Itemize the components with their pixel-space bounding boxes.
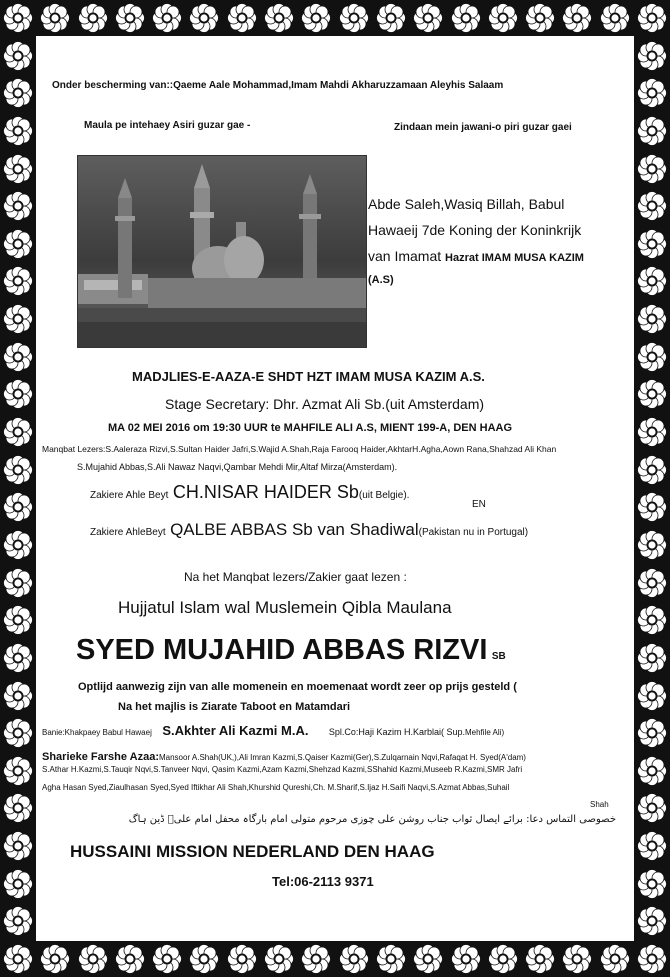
verse-left: Maula pe intehaey Asiri guzar gae - bbox=[84, 120, 251, 131]
footer-org: HUSSAINI MISSION NEDERLAND DEN HAAG bbox=[70, 842, 435, 861]
flower-icon bbox=[76, 942, 110, 976]
flower-icon bbox=[1, 152, 35, 186]
flower-icon bbox=[1, 603, 35, 637]
flower-icon bbox=[635, 1, 669, 35]
flower-icon bbox=[560, 942, 594, 976]
flower-icon bbox=[1, 264, 35, 298]
flower-icon bbox=[113, 1, 147, 35]
flower-icon bbox=[225, 1, 259, 35]
zakir-1-prefix: Zakiere Ahle Beyt bbox=[90, 490, 169, 501]
flower-icon bbox=[262, 942, 296, 976]
flower-icon bbox=[635, 867, 669, 901]
flower-icon bbox=[635, 566, 669, 600]
flower-icon bbox=[1, 76, 35, 110]
flower-icon bbox=[411, 942, 445, 976]
flower-icon bbox=[635, 114, 669, 148]
flower-icon bbox=[1, 415, 35, 449]
flower-icon bbox=[635, 754, 669, 788]
flower-icon bbox=[635, 302, 669, 336]
main-speaker bbox=[76, 634, 506, 667]
flower-icon bbox=[1, 942, 35, 976]
flower-icon bbox=[299, 1, 333, 35]
flower-icon bbox=[1, 189, 35, 223]
flower-icon bbox=[374, 1, 408, 35]
flower-icon bbox=[1, 716, 35, 750]
flower-icon bbox=[1, 340, 35, 374]
zakir-1-en: EN bbox=[472, 499, 486, 510]
flower-icon bbox=[1, 867, 35, 901]
banie-line bbox=[42, 722, 504, 740]
flower-icon bbox=[1, 377, 35, 411]
flower-icon bbox=[486, 1, 520, 35]
intro-line-3-a: van Imamat bbox=[368, 248, 442, 264]
flower-icon bbox=[635, 679, 669, 713]
flower-icon bbox=[374, 942, 408, 976]
zakir-2-name: QALBE ABBAS Sb van Shadiwal bbox=[170, 520, 419, 539]
flower-icon bbox=[150, 1, 184, 35]
shrine-photo bbox=[77, 155, 367, 348]
flower-icon bbox=[635, 490, 669, 524]
main-after: Na het Manqbat lezers/Zakier gaat lezen : bbox=[184, 570, 407, 584]
flower-icon bbox=[635, 603, 669, 637]
intro-line-1: Abde Saleh,Wasiq Billah, Babul bbox=[368, 196, 565, 212]
flower-icon bbox=[635, 528, 669, 562]
flower-icon bbox=[635, 152, 669, 186]
banie-spl-small: Mehfile Ali) bbox=[464, 728, 505, 737]
flower-icon bbox=[1, 566, 35, 600]
flower-icon bbox=[635, 264, 669, 298]
flower-icon bbox=[299, 942, 333, 976]
main-speaker-suffix: SB bbox=[491, 651, 506, 662]
flower-icon bbox=[337, 942, 371, 976]
farshe-line-3: Agha Hasan Syed,Ziaulhasan Syed,Syed Iftikhar Ali Shah,Khurshid Qureshi,Ch. M.Sharif,S.Ijaz H.Saifi Naqvi,S.Azmat Abbas,Suhail bbox=[42, 783, 510, 792]
flower-icon bbox=[598, 1, 632, 35]
banie-prefix: Banie:Khakpaey Babul Hawaej bbox=[42, 728, 152, 737]
flower-icon bbox=[1, 490, 35, 524]
flower-icon bbox=[635, 942, 669, 976]
flower-icon bbox=[635, 829, 669, 863]
footer-tel: Tel:06-2113 9371 bbox=[272, 874, 374, 889]
flower-icon bbox=[598, 942, 632, 976]
protection-line: Onder bescherming van::Qaeme Aale Mohammad,Imam Mahdi Akharuzzamaan Aleyhis Salaam bbox=[52, 80, 504, 91]
main-speaker-name: SYED MUJAHID ABBAS RIZVI bbox=[76, 634, 488, 666]
intro-line-2: Hawaeij 7de Koning der Koninkrijk bbox=[368, 222, 582, 238]
intro-line-3-b: Hazrat IMAM MUSA KAZIM bbox=[445, 252, 584, 264]
zakir-1-name: CH.NISAR HAIDER Sb bbox=[172, 482, 359, 502]
zakir-1 bbox=[90, 482, 409, 503]
farshe-line-4: Shah bbox=[590, 800, 609, 809]
flower-icon bbox=[150, 942, 184, 976]
flower-icon bbox=[635, 39, 669, 73]
flower-icon bbox=[1, 829, 35, 863]
flower-icon bbox=[635, 641, 669, 675]
flower-icon bbox=[635, 453, 669, 487]
banie-name: S.Akhter Ali Kazmi M.A. bbox=[162, 723, 309, 738]
verse-right: Zindaan mein jawani-o piri guzar gaei bbox=[394, 122, 572, 133]
urdu-dedication: خصوصی التماس دعا: برائے ایصال ثواب جناب روشن علی چوزی مرحوم متولی امام بارگاہ محفل امام علیؑ ڈین ہاگ bbox=[128, 814, 616, 825]
flower-icon bbox=[1, 39, 35, 73]
manqbat-line-1: Manqbat Lezers:S.Aaleraza Rizvi,S.Sultan Haider Jafri,S.Wajid A.Shah,Raja Farooq Haider,AkhtarH.Agha,Aown Rana,Shahzad Ali Khan bbox=[42, 444, 557, 454]
main-honorific: Hujjatul Islam wal Muslemein Qibla Maulana bbox=[118, 598, 452, 617]
farshe-label: Sharieke Farshe Azaa: bbox=[42, 751, 159, 763]
intro-line-4: (A.S) bbox=[368, 274, 394, 286]
zakir-2-suffix: (Pakistan nu in Portugal) bbox=[418, 527, 529, 538]
farshe-names-1: Mansoor A.Shah(UK,),Ali Imran Kazmi,S.Qaiser Kazmi(Ger),S.Zulqarnain Nqvi,Rafaqat H. Syed(A'dam) bbox=[158, 753, 526, 762]
flower-icon bbox=[635, 227, 669, 261]
flower-icon bbox=[187, 1, 221, 35]
flower-icon bbox=[1, 114, 35, 148]
flower-icon bbox=[635, 791, 669, 825]
shrine-illustration bbox=[78, 156, 366, 347]
flower-icon bbox=[262, 1, 296, 35]
flower-icon bbox=[449, 1, 483, 35]
flower-icon bbox=[635, 415, 669, 449]
flower-icon bbox=[635, 189, 669, 223]
flower-icon bbox=[76, 1, 110, 35]
notice-1: Optlijd aanwezig zijn van alle momenein en moemenaat wordt zeer op prijs gesteld ( bbox=[78, 681, 517, 693]
flower-icon bbox=[38, 942, 72, 976]
flower-icon bbox=[1, 1, 35, 35]
manqbat-line-2: S.Mujahid Abbas,S.Ali Nawaz Naqvi,Qambar Mehdi Mir,Altaf Mirza(Amsterdam). bbox=[77, 462, 398, 472]
flower-icon bbox=[1, 904, 35, 938]
stage-secretary: Stage Secretary: Dhr. Azmat Ali Sb.(uit Amsterdam) bbox=[165, 396, 485, 412]
flower-icon bbox=[635, 904, 669, 938]
intro-line-3 bbox=[368, 248, 584, 264]
flower-icon bbox=[635, 377, 669, 411]
notice-2: Na het majlis is Ziarate Taboot en Matamdari bbox=[118, 701, 351, 713]
farshe-line-1 bbox=[42, 747, 526, 765]
flower-icon bbox=[523, 1, 557, 35]
flower-icon bbox=[560, 1, 594, 35]
flower-icon bbox=[187, 942, 221, 976]
flower-icon bbox=[635, 340, 669, 374]
flower-icon bbox=[1, 227, 35, 261]
flower-icon bbox=[1, 453, 35, 487]
zakir-2-prefix: Zakiere AhleBeyt bbox=[90, 527, 166, 538]
flower-icon bbox=[1, 528, 35, 562]
flower-icon bbox=[635, 716, 669, 750]
zakir-2 bbox=[90, 520, 528, 540]
zakir-1-suffix: (uit Belgie). bbox=[358, 490, 410, 501]
flower-icon bbox=[635, 76, 669, 110]
poster-paper bbox=[36, 36, 634, 941]
farshe-line-2: S.Athar H.Kazmi,S.Tauqir Nqvi,S.Tanveer Nqvi, Qasim Kazmi,Azam Kazmi,Shehzad Kazmi,SShahid Kazmi,Museeb R.Kazmi,SMR Jafri bbox=[42, 765, 523, 774]
flower-icon bbox=[225, 942, 259, 976]
flower-icon bbox=[1, 754, 35, 788]
flower-icon bbox=[523, 942, 557, 976]
flower-icon bbox=[1, 791, 35, 825]
event-datetime: MA 02 MEI 2016 om 19:30 UUR te MAHFILE ALI A.S, MIENT 199-A, DEN HAAG bbox=[108, 422, 513, 434]
flower-icon bbox=[1, 679, 35, 713]
flower-icon bbox=[38, 1, 72, 35]
flower-icon bbox=[411, 1, 445, 35]
flower-icon bbox=[486, 942, 520, 976]
event-title: MADJLIES-E-AAZA-E SHDT HZT IMAM MUSA KAZIM A.S. bbox=[132, 369, 485, 384]
flower-icon bbox=[449, 942, 483, 976]
flower-icon bbox=[113, 942, 147, 976]
flower-icon bbox=[1, 641, 35, 675]
flower-icon bbox=[337, 1, 371, 35]
banie-spl: Spl.Co:Haji Kazim H.Karblai( Sup. bbox=[328, 727, 465, 737]
flower-icon bbox=[1, 302, 35, 336]
